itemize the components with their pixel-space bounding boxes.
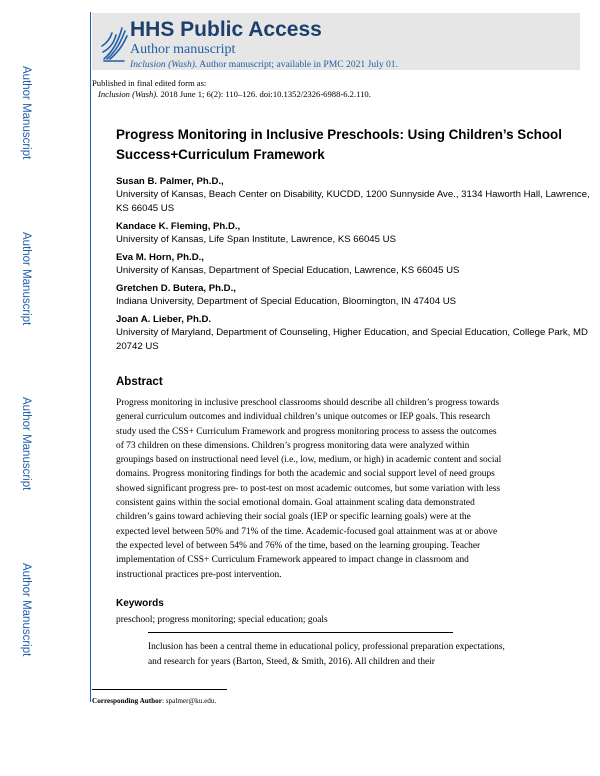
abstract-heading: Abstract [116, 376, 163, 388]
keywords-list: preschool; progress monitoring; special education; goals [116, 615, 328, 625]
footnote-label: Corresponding Author [92, 697, 162, 705]
author-affiliation: University of Kansas, Department of Special Education, Lawrence, KS 66045 US [116, 265, 460, 276]
author-entry [116, 282, 596, 309]
sidebar-label-2: Author Manuscript [20, 232, 32, 326]
journal-name: Inclusion (Wash). [130, 59, 198, 70]
sidebar-divider [90, 12, 91, 702]
availability-note: Author manuscript; available in PMC 2021 July 01. [199, 59, 399, 70]
footnote-divider [92, 689, 227, 690]
author-name: Kandace K. Fleming, Ph.D., [116, 221, 241, 232]
author-name: Eva M. Horn, Ph.D., [116, 252, 204, 263]
author-manuscript-subtitle: Author manuscript [130, 42, 236, 57]
journal-name: Inclusion (Wash). [98, 89, 159, 99]
author-list [116, 175, 596, 358]
citation-details: 2018 June 1; 6(2): 110–126. doi:10.1352/2326-6988-6.2.110. [160, 89, 371, 99]
author-affiliation: Indiana University, Department of Special Education, Bloomington, IN 47404 US [116, 296, 457, 307]
corresponding-author-footnote [92, 697, 216, 705]
body-paragraph: Inclusion has been a central theme in educational policy, professional preparation expectations, and research for years (Barton, Steed, & Smith, 2016). All children and their [148, 642, 505, 667]
hhs-public-access-title: HHS Public Access [130, 18, 322, 41]
article-title: Progress Monitoring in Inclusive Preschools: Using Children’s School Success+Curriculum Framework [116, 127, 562, 162]
author-affiliation: University of Kansas, Beach Center on Disability, KUCDD, 1200 Sunnyside Ave., 3134 Haworth Hall, Lawrence, KS 66045 US [116, 189, 590, 214]
author-name: Susan B. Palmer, Ph.D., [116, 176, 224, 187]
published-label: Published in final edited form as: [92, 78, 207, 88]
manuscript-citation [130, 59, 398, 70]
author-entry [116, 175, 596, 216]
body-divider [148, 632, 453, 633]
author-affiliation: University of Kansas, Life Span Institute, Lawrence, KS 66045 US [116, 234, 396, 245]
author-name: Gretchen D. Butera, Ph.D., [116, 283, 236, 294]
sidebar-label-3: Author Manuscript [20, 397, 32, 491]
footnote-email: : spalmer@ku.edu. [161, 697, 217, 705]
author-entry [116, 220, 596, 247]
author-name: Joan A. Lieber, Ph.D. [116, 314, 212, 325]
hhs-header-banner [92, 13, 580, 70]
sidebar-label-4: Author Manuscript [20, 563, 32, 657]
author-entry [116, 313, 596, 354]
hhs-eagle-logo-icon [100, 19, 130, 65]
keywords-heading: Keywords [116, 598, 164, 609]
sidebar-label-1: Author Manuscript [20, 66, 32, 160]
publication-citation [98, 89, 371, 99]
author-entry [116, 251, 596, 278]
abstract-text: Progress monitoring in inclusive preschool classrooms should describe all children’s progress towards general curriculum outcomes and individual children’s unique outcomes or IEP goals. This research study used the CSS+ Curriculum Framework and progress monitoring process to assess the outcomes of 73 children on these dimensions. Children’s progress monitoring data were analyzed within groupings based on instructional need level (i.e., low, medium, or high) in academic content and social domains. Progress monitoring findings for both the academic and social support level of need groups showed significant progress pre- to post-test on most academic outcomes, but some variation with less consistent gains within the social emotional domain. Goal attainment scaling data demonstrated children’s gains toward achieving their social goals (IEP or specific learning goals) were at the expected level between 50% and 71% of the time. Academic-focused goal attainment was at or above the expected level of between 54% and 76% of the time, based on the learning grouping. Teacher implementation of CSS+ Curriculum Framework appeared to impact change in classroom and instructional practices pre-post intervention. [116, 398, 502, 580]
author-affiliation: University of Maryland, Department of Counseling, Higher Education, and Special Education, College Park, MD 20742 US [116, 327, 588, 352]
